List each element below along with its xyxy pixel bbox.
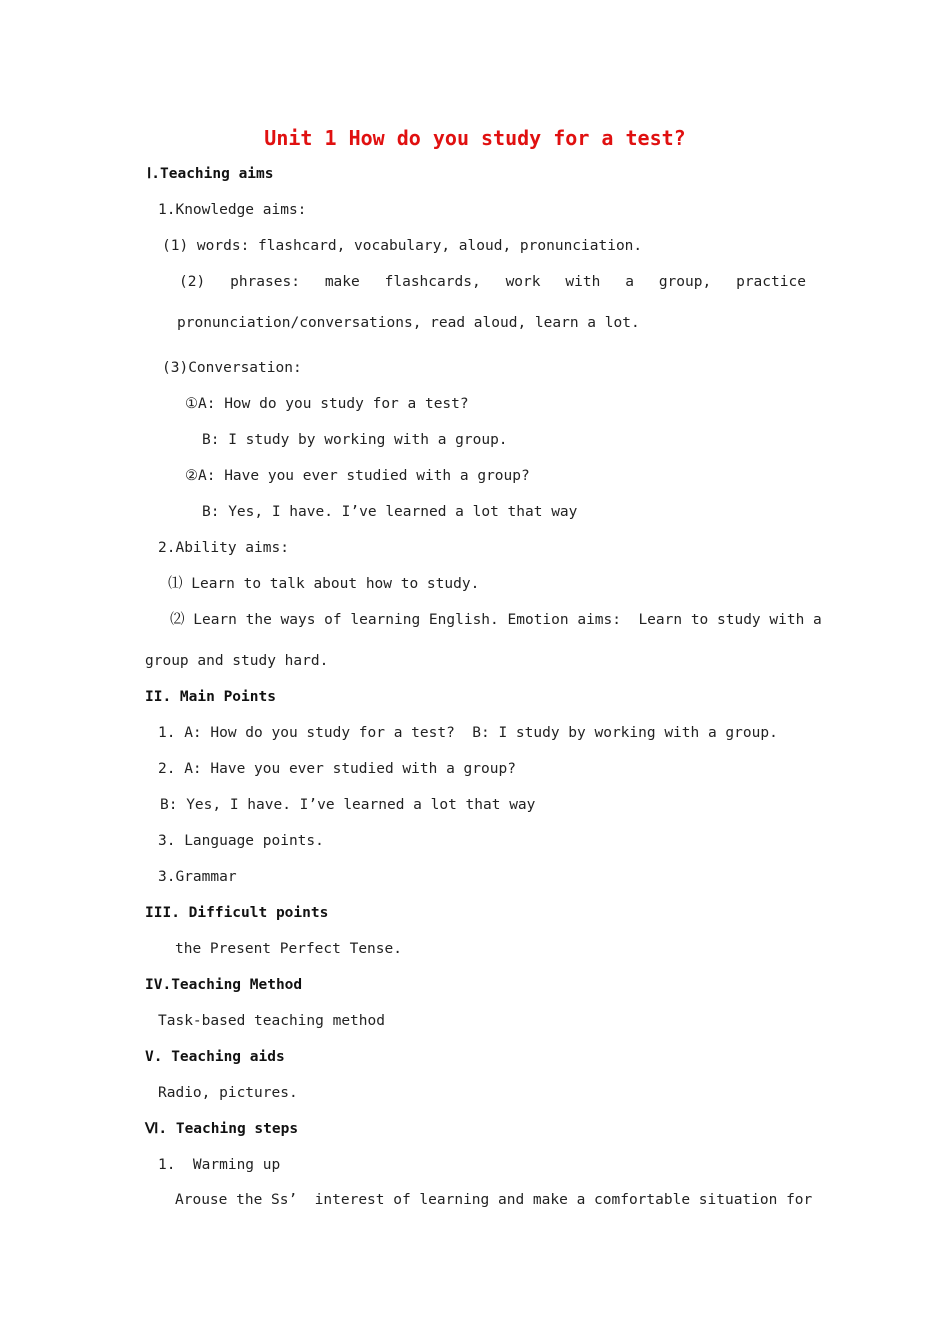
main-point-1: 1. A: How do you study for a test? B: I study by working with a group. (158, 725, 778, 741)
phrases-word: with (565, 274, 601, 290)
section-heading-teaching-aims: Ⅰ.Teaching aims (147, 166, 274, 182)
conversation-1b: B: I study by working with a group. (202, 432, 508, 448)
ability-aim-2: ⑵ Learn the ways of learning English. Emotion aims: Learn to study with a (170, 612, 822, 628)
teaching-aids-text: Radio, pictures. (158, 1085, 298, 1101)
phrases-continuation: pronunciation/conversations, read aloud, learn a lot. (177, 315, 640, 331)
main-point-grammar: 3.Grammar (158, 869, 237, 885)
step-1-text: Arouse the Ss’ interest of learning and make a comfortable situation for (175, 1192, 813, 1208)
phrases-word: phrases: (230, 274, 300, 290)
section-heading-teaching-aids: V. Teaching aids (145, 1049, 285, 1065)
phrases-word: a (625, 274, 634, 290)
section-heading-teaching-method: IV.Teaching Method (145, 977, 303, 993)
main-point-2: 2. A: Have you ever studied with a group? (158, 761, 516, 777)
phrases-word: work (505, 274, 541, 290)
phrases-word: group, (658, 274, 712, 290)
phrases-word: practice (736, 274, 806, 290)
knowledge-aims-label: 1.Knowledge aims: (158, 202, 307, 218)
conversation-2b: B: Yes, I have. I’ve learned a lot that way (202, 504, 578, 520)
section-heading-main-points: II. Main Points (145, 689, 276, 705)
conversation-1a: ①A: How do you study for a test? (185, 396, 469, 412)
words-line: (1) words: flashcard, vocabulary, aloud, pronunciation. (162, 238, 643, 254)
main-point-3: 3. Language points. (158, 833, 324, 849)
phrases-word: make (324, 274, 360, 290)
phrases-line (179, 272, 806, 292)
main-point-2b: B: Yes, I have. I’ve learned a lot that way (160, 797, 536, 813)
ability-aim-2-continuation: group and study hard. (145, 653, 329, 669)
step-1-title: 1. Warming up (158, 1157, 281, 1173)
conversation-label: (3)Conversation: (162, 360, 302, 376)
section-heading-teaching-steps: Ⅵ. Teaching steps (145, 1121, 299, 1137)
phrases-word: (2) (179, 274, 206, 290)
section-heading-difficult-points: III. Difficult points (145, 905, 329, 921)
teaching-method-text: Task-based teaching method (158, 1013, 385, 1029)
ability-aim-1: ⑴ Learn to talk about how to study. (168, 576, 480, 592)
document-title: Unit 1 How do you study for a test? (264, 126, 686, 150)
phrases-word: flashcards, (384, 274, 481, 290)
ability-aims-label: 2.Ability aims: (158, 540, 289, 556)
conversation-2a: ②A: Have you ever studied with a group? (185, 468, 530, 484)
difficult-point-text: the Present Perfect Tense. (175, 941, 402, 957)
